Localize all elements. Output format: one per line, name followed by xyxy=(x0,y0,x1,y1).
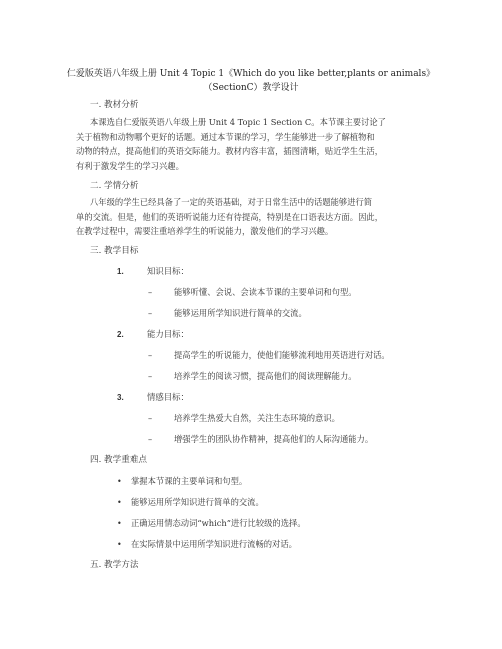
goal-group-ability xyxy=(117,327,189,342)
key-point-item xyxy=(117,516,306,531)
dash-marker: – xyxy=(148,413,153,423)
key-point-item xyxy=(117,495,264,510)
goal-item-text: 能够听懂、会说、会读本节课的主要单词和句型。 xyxy=(174,287,357,297)
section-heading-learner-analysis: 二. 学情分析 xyxy=(90,181,139,191)
dash-marker: – xyxy=(148,308,153,318)
section-heading-teaching-methods: 五. 教学方法 xyxy=(90,560,139,570)
goal-number: 3. xyxy=(117,393,124,402)
goal-item xyxy=(148,306,307,320)
paragraph-line: 本课选自仁爱版英语八年级上册 Unit 4 Topic 1 Section C。本节课主要讨论了 xyxy=(90,117,386,127)
paragraph-line: 在教学过程中，需要注重培养学生的听说能力，激发他们的学习兴趣。 xyxy=(76,226,334,236)
dash-marker: – xyxy=(148,287,153,297)
goal-group-emotion xyxy=(117,390,189,405)
goal-item-text: 能够运用所学知识进行简单的交流。 xyxy=(174,308,307,318)
goal-item-text: 提高学生的听说能力，使他们能够流利地用英语进行对话。 xyxy=(174,350,390,360)
paragraph-line: 关于植物和动物哪个更好的话题。通过本节课的学习，学生能够进一步了解植物和 xyxy=(76,131,375,142)
section-heading-teaching-goals: 三. 教学目标 xyxy=(90,246,139,256)
paragraph-learner-analysis xyxy=(76,195,436,239)
goal-number: 1. xyxy=(117,267,124,276)
goal-item xyxy=(148,369,357,383)
goal-label: 能力目标： xyxy=(147,329,189,339)
goal-label: 情感目标： xyxy=(147,392,189,402)
key-point-text: 正确运用情态动词“which”进行比较级的选择。 xyxy=(131,518,306,528)
key-point-text: 能够运用所学知识进行简单的交流。 xyxy=(131,497,264,507)
key-point-text: 在实际情景中运用所学知识进行流畅的对话。 xyxy=(131,539,297,549)
paragraph-line: 单的交流。但是，他们的英语听说能力还有待提高，特别是在口语表达方面。因此， xyxy=(76,211,383,222)
dash-marker: – xyxy=(148,434,153,444)
bullet-marker: • xyxy=(117,519,122,528)
goal-item xyxy=(148,285,357,299)
goal-item xyxy=(148,348,390,362)
paragraph-line: 有利于激发学生的学习兴趣。 xyxy=(76,160,184,171)
bullet-marker: • xyxy=(117,498,122,507)
goal-item-text: 培养学生热爱大自然，关注生态环境的意识。 xyxy=(174,413,340,423)
bullet-marker: • xyxy=(117,477,122,486)
goal-label: 知识目标： xyxy=(147,266,189,276)
dash-marker: – xyxy=(148,371,153,381)
document-title-line-2: （SectionC）教学设计 xyxy=(203,83,299,93)
key-point-item xyxy=(117,474,247,489)
goal-item-text: 培养学生的阅读习惯，提高他们的阅读理解能力。 xyxy=(174,371,357,381)
section-heading-key-points: 四. 教学重难点 xyxy=(90,455,148,465)
goal-item xyxy=(148,432,373,446)
paragraph-line: 八年级的学生已经具备了一定的英语基础，对于日常生活中的话题能够进行简 xyxy=(90,197,373,207)
dash-marker: – xyxy=(148,350,153,360)
goal-item xyxy=(148,411,340,425)
goal-number: 2. xyxy=(117,330,124,339)
paragraph-textbook-analysis xyxy=(76,115,436,173)
bullet-marker: • xyxy=(117,540,122,549)
key-point-text: 掌握本节课的主要单词和句型。 xyxy=(131,476,248,486)
goal-item-text: 增强学生的团队协作精神，提高他们的人际沟通能力。 xyxy=(174,434,374,444)
document-title-line-1: 仁爱版英语八年级上册 Unit 4 Topic 1《Which do you like better,plants or animals》 xyxy=(66,69,436,79)
goal-group-knowledge xyxy=(117,264,189,279)
section-heading-textbook-analysis: 一. 教材分析 xyxy=(90,100,139,110)
key-point-item xyxy=(117,537,297,552)
paragraph-line: 动物的特点，提高他们的英语交际能力。教材内容丰富，插图清晰，贴近学生生活， xyxy=(76,146,383,156)
